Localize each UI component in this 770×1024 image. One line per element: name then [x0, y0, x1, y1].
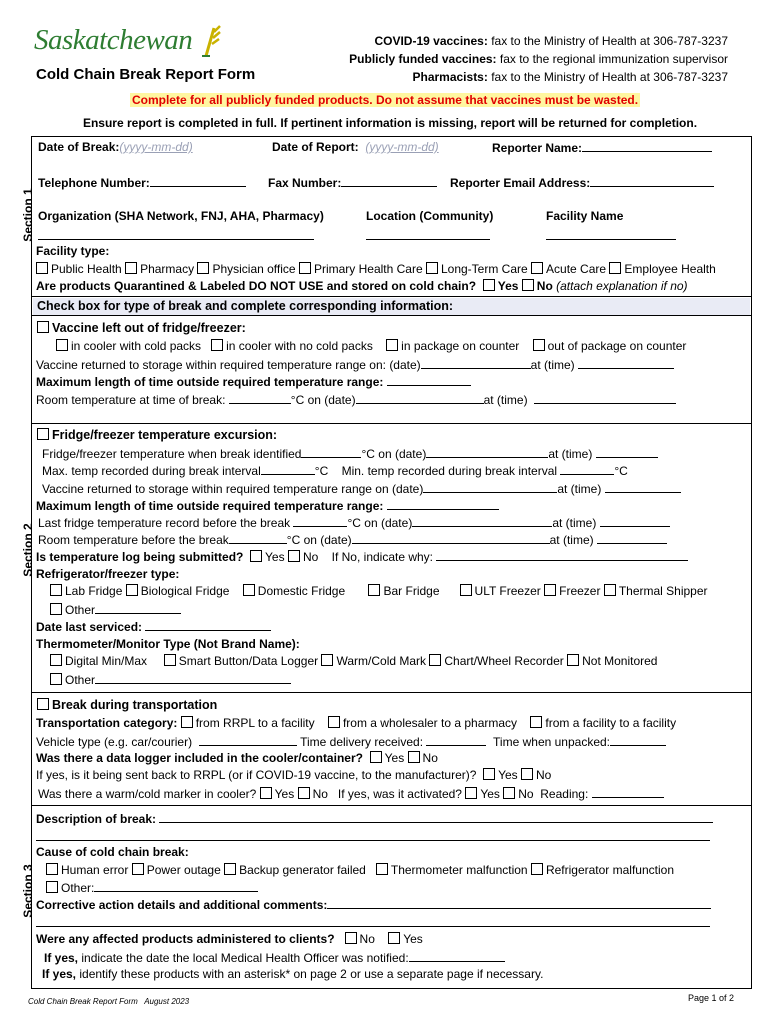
- section-3-label: Section 3: [21, 864, 35, 918]
- telephone-row: Telephone Number:: [38, 175, 246, 191]
- facility-name-field[interactable]: [546, 228, 676, 240]
- section-2-label: Section 2: [21, 523, 35, 577]
- option-package-on-counter[interactable]: in package on counter: [386, 339, 519, 353]
- location-label: Location (Community): [366, 209, 494, 223]
- marker-no[interactable]: No: [298, 787, 328, 801]
- divider-section3: [31, 805, 752, 806]
- fax-instructions: COVID-19 vaccines: fax to the Ministry of Health at 306-787-3237 Publicly funded vaccines: fax to the regional immunization supervisor Pharmacists: fax to the Ministry of Health at 306-787-3237: [349, 34, 728, 84]
- corrective-field-line2[interactable]: [36, 915, 710, 927]
- marker-yes[interactable]: Yes: [260, 787, 295, 801]
- log-reason-field[interactable]: [436, 549, 688, 561]
- telephone-field[interactable]: [150, 175, 246, 187]
- facility-type-options: [36, 262, 716, 277]
- cause-backup-generator[interactable]: Backup generator failed: [224, 863, 366, 877]
- cause-power-outage[interactable]: Power outage: [132, 863, 221, 877]
- identify-products-row: If yes, identify these products with an asterisk* on page 2 or use a separate page if necessary.: [42, 967, 544, 981]
- facility-type-physician-office[interactable]: Physician office: [197, 262, 295, 276]
- vehicle-type-field[interactable]: [199, 734, 297, 746]
- option-cooler-cold-packs[interactable]: in cooler with cold packs: [56, 339, 201, 353]
- fridge-domestic[interactable]: Domestic Fridge: [243, 584, 345, 598]
- fridge-freezer[interactable]: Freezer: [544, 584, 600, 598]
- cause-human-error[interactable]: Human error: [46, 863, 128, 877]
- logger-yes[interactable]: Yes: [370, 751, 405, 765]
- facility-type-long-term-care[interactable]: Long-Term Care: [426, 262, 528, 276]
- reporter-name-field[interactable]: [582, 140, 712, 152]
- fridge-type-options: [50, 584, 708, 599]
- thermo-smart-button[interactable]: Smart Button/Data Logger: [164, 654, 318, 668]
- section-1-label: Section 1: [21, 188, 35, 242]
- max-length-field[interactable]: [387, 374, 471, 386]
- facility-type-label: Facility type:: [36, 244, 110, 258]
- temperature-log-row: Is temperature log being submitted? Yes No If No, indicate why:: [36, 549, 688, 565]
- description-field[interactable]: [159, 811, 713, 823]
- email-row: Reporter Email Address:: [450, 175, 714, 191]
- page-number: Page 1 of 2: [688, 993, 735, 1003]
- email-field[interactable]: [590, 175, 714, 187]
- sent-back-row: If yes, is it being sent back to RRPL (or if COVID-19 vaccine, to the manufacturer)? Yes No: [36, 768, 552, 782]
- fridge-type-label: Refrigerator/freezer type:: [36, 567, 180, 581]
- room-temp-date-field[interactable]: [356, 392, 484, 404]
- date-of-report-field[interactable]: (yyyy-mm-dd): [365, 140, 439, 154]
- returned-time-field[interactable]: [578, 357, 674, 369]
- transport-category-row: Transportation category: from RRPL to a facility from a wholesaler to a pharmacy from a facility to a facility: [36, 716, 677, 730]
- last-serviced-field[interactable]: [145, 619, 271, 631]
- option-out-of-package[interactable]: out of package on counter: [533, 339, 687, 353]
- logo-text: Saskatchewan: [34, 24, 193, 56]
- activated-yes[interactable]: Yes: [465, 787, 500, 801]
- excursion-last-record-row: Last fridge temperature record before the break °C on (date) at (time): [38, 515, 670, 531]
- log-yes[interactable]: Yes: [250, 550, 285, 564]
- room-temp-time-field[interactable]: [534, 392, 676, 404]
- excursion-room-before-row: Room temperature before the break °C on (date) at (time): [38, 532, 667, 548]
- fridge-ult-freezer[interactable]: ULT Freezer: [460, 584, 541, 598]
- cause-other-row[interactable]: Other:: [46, 880, 258, 896]
- administered-yes[interactable]: Yes: [388, 932, 423, 946]
- excursion-title[interactable]: Fridge/freezer temperature excursion:: [37, 428, 277, 442]
- check-break-type-header: Check box for type of break and complete corresponding information:: [37, 299, 454, 313]
- thermometer-type-options: [50, 654, 657, 669]
- administered-row: Were any affected products administered to clients? No Yes: [36, 932, 423, 946]
- footer-form-name: Cold Chain Break Report Form August 2023: [28, 997, 190, 1006]
- logger-no[interactable]: No: [408, 751, 438, 765]
- form-title: Cold Chain Break Report Form: [36, 66, 256, 83]
- room-temp-field[interactable]: [229, 392, 291, 404]
- mho-notified-field[interactable]: [409, 950, 505, 962]
- date-of-break-field[interactable]: (yyyy-mm-dd): [119, 140, 193, 154]
- vaccine-out-options: [56, 339, 686, 354]
- divider-section1: [31, 296, 752, 297]
- transport-facility-to-facility[interactable]: from a facility to a facility: [530, 716, 676, 730]
- facility-type-acute-care[interactable]: Acute Care: [531, 262, 606, 276]
- log-no[interactable]: No: [288, 550, 318, 564]
- quarantine-yes[interactable]: Yes: [483, 279, 519, 293]
- unpacked-time-field[interactable]: [610, 734, 666, 746]
- organization-label: Organization (SHA Network, FNJ, AHA, Pharmacy): [38, 209, 324, 223]
- fridge-thermal-shipper[interactable]: Thermal Shipper: [604, 584, 708, 598]
- transport-title[interactable]: Break during transportation: [37, 698, 217, 712]
- data-logger-row: Was there a data logger included in the cooler/container? Yes No: [36, 751, 438, 765]
- facility-type-primary-health-care[interactable]: Primary Health Care: [299, 262, 423, 276]
- vaccine-out-room-temp-row: Room temperature at time of break: °C on (date) at (time): [36, 392, 676, 408]
- last-serviced-row: Date last serviced:: [36, 619, 271, 635]
- excursion-max-length-row: Maximum length of time outside required temperature range:: [36, 498, 499, 514]
- administered-no[interactable]: No: [345, 932, 375, 946]
- option-cooler-no-cold-packs[interactable]: in cooler with no cold packs: [211, 339, 373, 353]
- reading-field[interactable]: [592, 786, 664, 798]
- thermo-warm-cold-mark[interactable]: Warm/Cold Mark: [321, 654, 426, 668]
- corrective-field[interactable]: [327, 897, 711, 909]
- excursion-returned-row: Vaccine returned to storage within required temperature range on (date) at (time): [42, 481, 681, 497]
- fridge-lab[interactable]: Lab Fridge: [50, 584, 122, 598]
- completion-notice: Ensure report is completed in full. If pertinent information is missing, report will be returned for completion.: [82, 116, 698, 130]
- cause-label: Cause of cold chain break:: [36, 845, 189, 859]
- vaccine-out-max-length-row: Maximum length of time outside required temperature range:: [36, 374, 471, 390]
- quarantine-row: Are products Quarantined & Labeled DO NOT USE and stored on cold chain? Yes No (attach explanation if no): [36, 279, 688, 293]
- excursion-maxmin-row: Max. temp recorded during break interval °C Min. temp recorded during break interval °C: [42, 464, 628, 478]
- cause-thermometer[interactable]: Thermometer malfunction: [376, 863, 528, 877]
- delivery-time-field[interactable]: [426, 734, 486, 746]
- cause-refrigerator[interactable]: Refrigerator malfunction: [531, 863, 674, 877]
- date-of-report-row: Date of Report: (yyyy-mm-dd): [272, 140, 439, 154]
- vaccine-left-out-title[interactable]: Vaccine left out of fridge/freezer:: [37, 321, 246, 335]
- logo: [34, 24, 192, 57]
- marker-row: Was there a warm/cold marker in cooler? Yes No If yes, was it activated? Yes No Reading:: [38, 786, 664, 802]
- transport-from-wholesaler[interactable]: from a wholesaler to a pharmacy: [328, 716, 517, 730]
- activated-no[interactable]: No: [503, 787, 533, 801]
- fridge-biological[interactable]: Biological Fridge: [126, 584, 230, 598]
- thermometer-type-label: Thermometer/Monitor Type (Not Brand Name):: [36, 637, 300, 651]
- facility-type-pharmacy[interactable]: Pharmacy: [125, 262, 194, 276]
- location-field[interactable]: [366, 228, 490, 240]
- description-row: Description of break:: [36, 811, 713, 827]
- thermo-not-monitored[interactable]: Not Monitored: [567, 654, 657, 668]
- excursion-identified-row: Fridge/freezer temperature when break identified °C on (date) at (time): [42, 446, 658, 462]
- thermometer-other-row[interactable]: Other: [50, 672, 291, 688]
- mho-notified-row: If yes, indicate the date the local Medical Health Officer was notified:: [44, 950, 505, 966]
- organization-field[interactable]: [38, 228, 314, 240]
- wheat-logo-icon: [200, 22, 226, 58]
- vehicle-type-row: Vehicle type (e.g. car/courier) Time delivery received: Time when unpacked:: [36, 734, 666, 750]
- facility-type-employee-health[interactable]: Employee Health: [609, 262, 715, 276]
- vaccine-out-returned-row: Vaccine returned to storage within required temperature range on: (date) at (time): [36, 357, 674, 373]
- corrective-row: Corrective action details and additional comments:: [36, 897, 711, 913]
- reporter-name-row: Reporter Name:: [492, 140, 712, 156]
- transport-from-rrpl[interactable]: from RRPL to a facility: [181, 716, 315, 730]
- returned-date-field[interactable]: [421, 357, 531, 369]
- facility-type-public-health[interactable]: Public Health: [36, 262, 122, 276]
- thermo-chart-wheel[interactable]: Chart/Wheel Recorder: [429, 654, 563, 668]
- fridge-other-row[interactable]: Other: [50, 602, 181, 618]
- description-field-line2[interactable]: [36, 829, 710, 841]
- thermo-digital[interactable]: Digital Min/Max: [50, 654, 147, 668]
- fax-field[interactable]: [341, 175, 437, 187]
- fax-row: Fax Number:: [268, 175, 437, 191]
- date-of-break-row: Date of Break:(yyyy-mm-dd): [38, 140, 193, 154]
- facility-name-label: Facility Name: [546, 209, 624, 223]
- red-notice: Complete for all publicly funded products. Do not assume that vaccines must be wasted.: [131, 93, 639, 107]
- quarantine-no[interactable]: No: [522, 279, 553, 293]
- sent-back-yes[interactable]: Yes: [483, 768, 518, 782]
- fridge-bar[interactable]: Bar Fridge: [368, 584, 439, 598]
- cause-options: [46, 863, 674, 878]
- sent-back-no[interactable]: No: [521, 768, 551, 782]
